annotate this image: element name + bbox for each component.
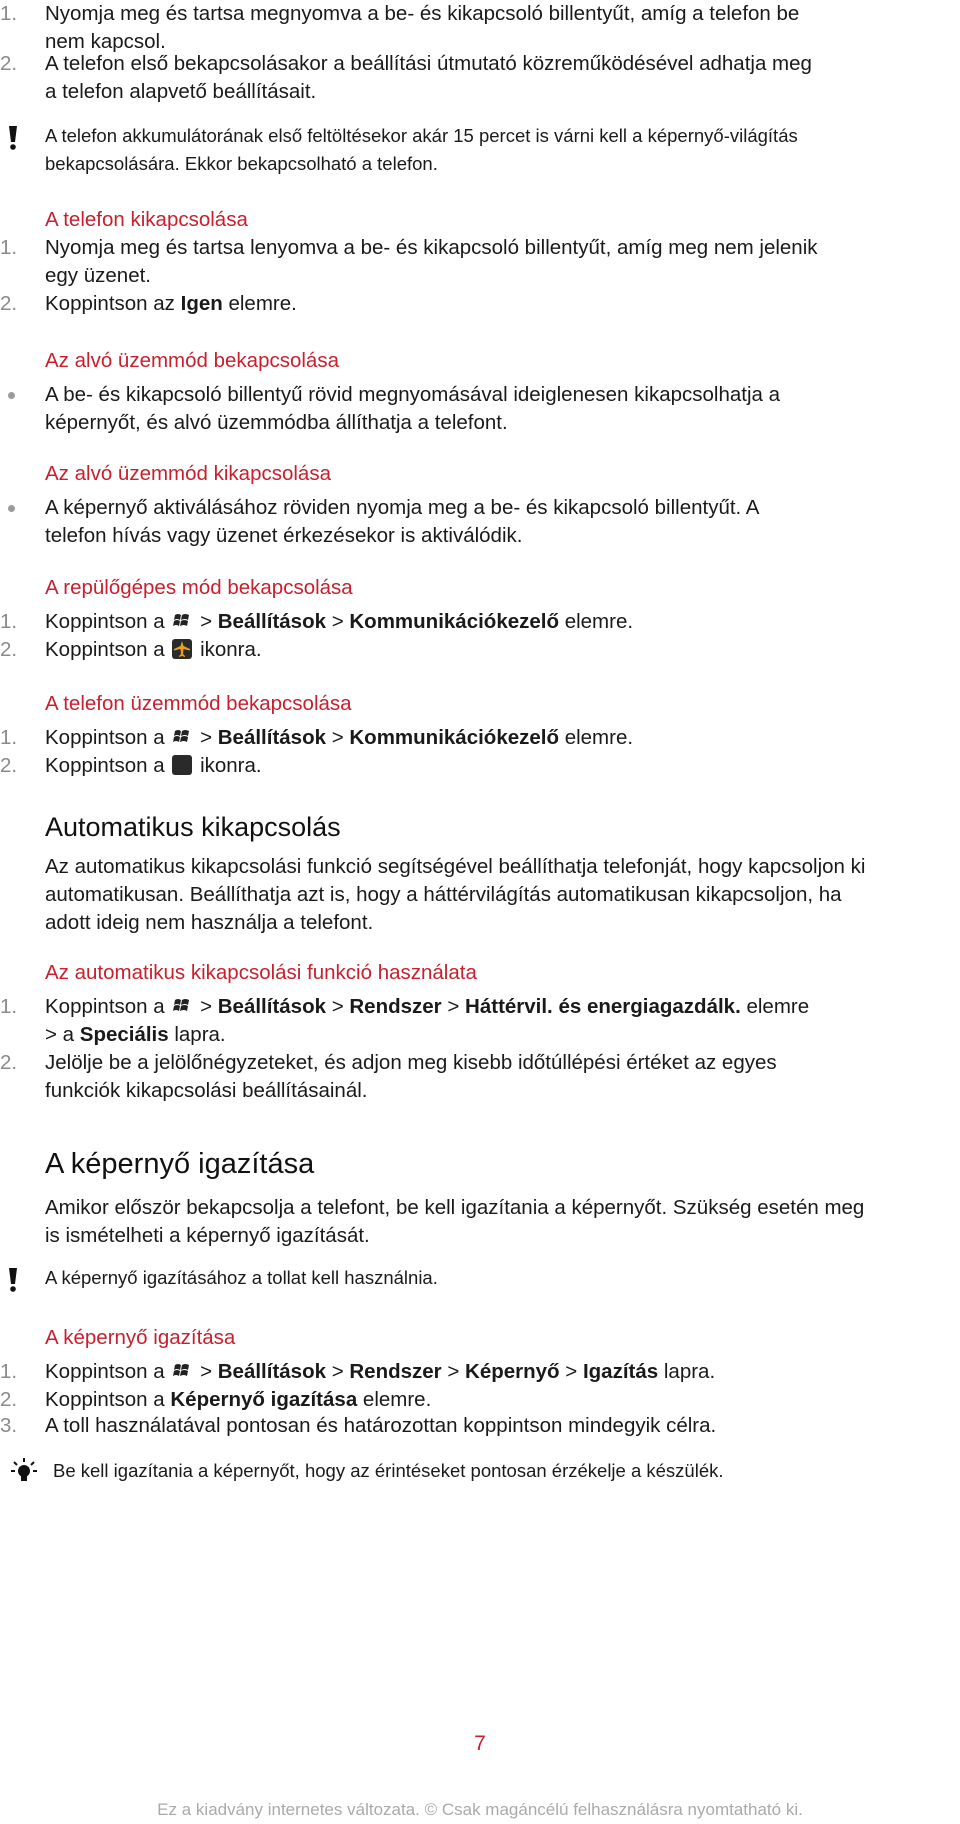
menu-path-settings: Beállítások — [217, 726, 326, 749]
breadcrumb-separator: > — [194, 995, 218, 1018]
tip-block — [53, 1457, 953, 1485]
bullet-dot — [8, 505, 15, 512]
item-bold-text: Igen — [180, 292, 223, 315]
subheading-screen-calibration: A képernyő igazítása — [45, 1326, 236, 1349]
note-text-line: A telefon akkumulátorának első feltöltésekor akár 15 percet is várni kell a képernyő-világítás — [45, 125, 798, 146]
subheading-flight-mode: A repülőgépes mód bekapcsolása — [45, 576, 353, 599]
paragraph — [45, 1194, 960, 1250]
windows-start-icon — [172, 611, 192, 631]
menu-path-screen: Képernyő — [465, 1360, 560, 1383]
item-text: Koppintson a — [45, 638, 171, 661]
menu-path-settings: Beállítások — [217, 995, 326, 1018]
breadcrumb-separator: > — [559, 1360, 583, 1383]
list-item — [0, 1386, 945, 1414]
exclamation-icon — [3, 1267, 23, 1293]
item-text-line: Jelölje be a jelölőnégyzeteket, és adjon meg kisebb időtúllépési értéket az egyes — [45, 1051, 777, 1074]
subheading-auto-shutdown-use: Az automatikus kikapcsolási funkció használata — [45, 961, 477, 984]
breadcrumb-separator: > — [194, 610, 218, 633]
menu-path-system: Rendszer — [349, 1360, 442, 1383]
item-number: 1. — [0, 610, 18, 633]
item-number: 1. — [0, 2, 18, 25]
breadcrumb-separator: > — [326, 1360, 350, 1383]
item-text: > a — [45, 1023, 80, 1046]
subheading-phone-off: A telefon kikapcsolása — [45, 208, 248, 231]
breadcrumb-separator: > — [441, 1360, 466, 1383]
list-item — [0, 50, 945, 106]
menu-path-settings: Beállítások — [217, 610, 326, 633]
item-text-line: A telefon első bekapcsolásakor a beállítási útmutató közreműködésével adhatja meg — [45, 52, 812, 75]
list-item — [0, 234, 945, 290]
item-text: ikonra. — [194, 754, 262, 777]
item-text-line — [45, 1021, 945, 1049]
menu-path-backlight-power: Háttérvil. és energiagazdálk. — [465, 995, 741, 1018]
note-block — [45, 1264, 945, 1292]
list-item — [0, 290, 945, 318]
item-text: lapra. — [168, 1023, 226, 1046]
menu-path-comm-manager: Kommunikációkezelő — [349, 726, 559, 749]
subheading-sleep-on: Az alvó üzemmód bekapcsolása — [45, 349, 339, 372]
item-number: 2. — [0, 292, 18, 315]
item-text: Koppintson a — [45, 754, 171, 777]
item-text-line: A képernyő aktiválásához röviden nyomja meg a be- és kikapcsoló billentyűt. A — [45, 496, 760, 519]
item-text: lapra. — [658, 1360, 716, 1383]
item-number: 2. — [0, 1388, 18, 1411]
item-text-line: Nyomja meg és tartsa megnyomva a be- és kikapcsoló billentyűt, amíg a telefon be — [45, 2, 800, 25]
list-item — [0, 724, 945, 752]
footer-notice: Ez a kiadvány internetes változata. © Csak magáncélú felhasználásra nyomtatható ki. — [157, 1800, 803, 1819]
item-number: 2. — [0, 1051, 18, 1074]
item-text: Koppintson a — [45, 1360, 171, 1383]
list-item — [0, 1358, 945, 1386]
item-text-line: funkciók kikapcsolási beállításainál. — [45, 1079, 368, 1102]
heading-auto-shutdown: Automatikus kikapcsolás — [45, 812, 341, 842]
item-text: elemre. — [357, 1388, 432, 1411]
item-number: 2. — [0, 754, 18, 777]
lightbulb-icon — [10, 1457, 38, 1485]
item-number: 2. — [0, 638, 18, 661]
exclamation-icon — [3, 125, 23, 151]
note-block — [45, 122, 960, 178]
list-item — [0, 608, 945, 636]
paragraph-line: Amikor először bekapcsolja a telefont, be kell igazítania a képernyőt. Szükség esetén meg — [45, 1196, 865, 1219]
item-text-line — [45, 993, 945, 1021]
item-text: Koppintson a — [45, 726, 171, 749]
item-text: elemre. — [559, 610, 634, 633]
subheading-sleep-off: Az alvó üzemmód kikapcsolása — [45, 462, 331, 485]
item-text-line: a telefon alapvető beállításait. — [45, 80, 317, 103]
note-text-line: A képernyő igazításához a tollat kell használnia. — [45, 1267, 438, 1288]
breadcrumb-separator: > — [326, 610, 350, 633]
list-item — [0, 1412, 945, 1440]
moon-icon — [172, 755, 192, 775]
item-text-line: A be- és kikapcsoló billentyű rövid megnyomásával ideiglenesen kikapcsolhatja a — [45, 383, 780, 406]
windows-start-icon — [172, 727, 192, 747]
item-text: Koppintson a — [45, 995, 171, 1018]
breadcrumb-separator: > — [441, 995, 466, 1018]
menu-path-comm-manager: Kommunikációkezelő — [349, 610, 559, 633]
tip-text: Be kell igazítania a képernyőt, hogy az érintéseket pontosan érzékelje a készülék. — [53, 1460, 724, 1481]
item-text: elemre. — [559, 726, 634, 749]
item-text: elemre. — [222, 292, 297, 315]
item-text-line: Nyomja meg és tartsa lenyomva a be- és kikapcsoló billentyűt, amíg meg nem jelenik — [45, 236, 818, 259]
item-text-line: egy üzenet. — [45, 264, 151, 287]
item-number: 1. — [0, 236, 18, 259]
item-text: elemre — [740, 995, 810, 1018]
paragraph-line: is ismételheti a képernyő igazítását. — [45, 1224, 370, 1247]
paragraph-line: Az automatikus kikapcsolási funkció segítségével beállíthatja telefonját, hogy kapcsoljon ki — [45, 855, 866, 878]
bullet-item — [45, 494, 945, 550]
item-text-line: telefon hívás vagy üzenet érkezésekor is aktiválódik. — [45, 524, 523, 547]
bullet-item — [45, 381, 945, 437]
item-number: 1. — [0, 1360, 18, 1383]
windows-start-icon — [172, 1361, 192, 1381]
note-text-line: bekapcsolására. Ekkor bekapcsolható a telefon. — [45, 153, 438, 174]
item-bold-text: Képernyő igazítása — [170, 1388, 358, 1411]
paragraph — [45, 853, 960, 937]
list-item — [0, 752, 945, 780]
paragraph-line: adott ideig nem használja a telefont. — [45, 911, 374, 934]
item-text-line: képernyőt, és alvó üzemmódba állíthatja a telefont. — [45, 411, 508, 434]
item-text: ikonra. — [194, 638, 262, 661]
breadcrumb-separator: > — [194, 726, 218, 749]
windows-start-icon — [172, 996, 192, 1016]
item-text: Koppintson a — [45, 1388, 171, 1411]
paragraph-line: automatikusan. Beállíthatja azt is, hogy a háttérvilágítás automatikusan kikapcsoljon, ha — [45, 883, 842, 906]
menu-path-alignment: Igazítás — [582, 1360, 659, 1383]
subheading-phone-mode: A telefon üzemmód bekapcsolása — [45, 692, 352, 715]
list-item — [0, 1049, 945, 1105]
breadcrumb-separator: > — [326, 995, 350, 1018]
list-item — [0, 636, 945, 664]
item-number: 3. — [0, 1414, 18, 1437]
item-text: Koppintson a — [45, 610, 171, 633]
bullet-dot — [8, 392, 15, 399]
item-text: Koppintson az — [45, 292, 181, 315]
list-item — [0, 0, 945, 56]
list-item — [0, 993, 945, 1049]
breadcrumb-separator: > — [194, 1360, 218, 1383]
item-text: A toll használatával pontosan és határozottan koppintson mindegyik célra. — [45, 1414, 717, 1437]
menu-path-advanced: Speciális — [79, 1023, 169, 1046]
item-number: 1. — [0, 726, 18, 749]
item-number: 1. — [0, 995, 18, 1018]
menu-path-system: Rendszer — [349, 995, 442, 1018]
item-number: 2. — [0, 52, 18, 75]
heading-screen-calibration: A képernyő igazítása — [45, 1148, 315, 1180]
menu-path-settings: Beállítások — [217, 1360, 326, 1383]
airplane-icon — [172, 639, 192, 659]
item-text-line: nem kapcsol. — [45, 30, 166, 53]
page-number: 7 — [474, 1732, 486, 1755]
breadcrumb-separator: > — [326, 726, 350, 749]
